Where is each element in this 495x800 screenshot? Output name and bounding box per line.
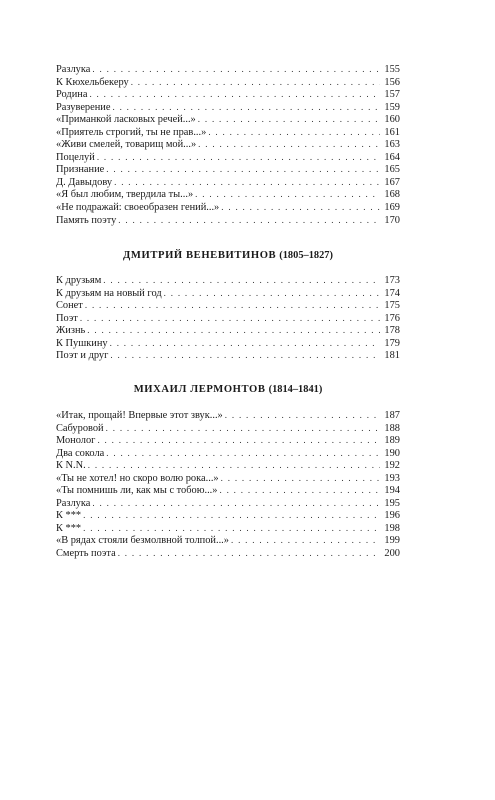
toc-entry-page-number: 175	[384, 300, 400, 312]
dot-leader	[195, 188, 380, 201]
toc-entry[interactable]	[56, 101, 400, 114]
toc-entry[interactable]	[56, 534, 400, 547]
dot-leader	[106, 422, 380, 435]
toc-entry-title: Память поэту	[56, 214, 117, 226]
toc-entry[interactable]	[56, 312, 400, 325]
toc-entry-title: Поэт	[56, 312, 78, 324]
toc-entry-page-number: 179	[384, 337, 400, 349]
dot-leader	[225, 409, 380, 422]
toc-entry[interactable]	[56, 324, 400, 337]
toc-entry-page-number: 157	[384, 89, 400, 101]
toc-entry[interactable]	[56, 274, 400, 287]
toc-entry-title: Жизнь	[56, 325, 86, 337]
toc-entry[interactable]	[56, 163, 400, 176]
toc-entry[interactable]	[56, 547, 400, 560]
toc-entry[interactable]	[56, 459, 400, 472]
toc-entry-page-number: 190	[384, 447, 400, 459]
author-name: МИХАИЛ ЛЕРМОНТОВ	[133, 384, 266, 395]
dot-leader	[219, 484, 380, 497]
toc-entry-page-number: 161	[384, 126, 400, 138]
toc-entry[interactable]	[56, 126, 400, 139]
dot-leader	[92, 63, 380, 76]
toc-entry-page-number: 163	[384, 139, 400, 151]
dot-leader	[118, 547, 380, 560]
toc-entry-title: «Приятель строгий, ты не прав...»	[56, 126, 207, 138]
toc-entry-page-number: 200	[384, 548, 400, 560]
toc-entry-page-number: 173	[384, 275, 400, 286]
dot-leader	[89, 88, 380, 101]
dot-leader	[114, 176, 380, 189]
dot-leader	[208, 126, 380, 139]
section-heading-lermontov	[56, 382, 400, 396]
toc-entry-title: Сонет	[56, 300, 83, 312]
dot-leader	[221, 201, 380, 214]
toc-entry-title: Два сокола	[56, 447, 105, 459]
dot-leader	[110, 337, 380, 350]
dot-leader	[80, 312, 380, 325]
toc-entry-title: К ***	[56, 510, 82, 522]
toc-entry-page-number: 174	[384, 287, 400, 299]
dot-leader	[103, 274, 380, 287]
toc-entry-title: Разуверение	[56, 101, 111, 113]
toc-entry[interactable]	[56, 472, 400, 485]
toc-entry-page-number: 169	[384, 202, 400, 214]
toc-entry-page-number: 196	[384, 510, 400, 522]
toc-entry[interactable]	[56, 63, 400, 76]
toc-entry-title: «Не подражай: своеобразен гений...»	[56, 202, 220, 214]
toc-entry-page-number: 164	[384, 151, 400, 163]
dot-leader	[106, 163, 380, 176]
toc-entry-title: Монолог	[56, 435, 96, 447]
toc-entry-title: Поцелуй	[56, 151, 95, 163]
toc-section-venevitinov	[56, 274, 400, 370]
toc-entry-title: Д. Давыдову	[56, 176, 113, 188]
dot-leader	[88, 459, 380, 472]
toc-entry[interactable]	[56, 176, 400, 189]
dot-leader	[198, 113, 380, 126]
toc-entry-title: Смерть поэта	[56, 548, 116, 560]
toc-entry-title: Родина	[56, 89, 88, 101]
toc-entry-page-number: 199	[384, 535, 400, 547]
toc-entry[interactable]	[56, 447, 400, 460]
toc-entry[interactable]	[56, 484, 400, 497]
toc-entry-page-number: 188	[384, 422, 400, 434]
toc-entry-title: Сабуровой	[56, 422, 104, 434]
dot-leader	[164, 287, 380, 300]
toc-entry-title: К Кюхельбекеру	[56, 76, 129, 88]
toc-entry-title: «Ты помнишь ли, как мы с тобою...»	[56, 485, 218, 497]
toc-entry-page-number: 167	[384, 176, 400, 188]
toc-entry-page-number: 181	[384, 350, 400, 362]
toc-entry[interactable]	[56, 337, 400, 350]
dot-leader	[85, 299, 380, 312]
toc-entry[interactable]	[56, 434, 400, 447]
dot-leader	[83, 522, 380, 535]
toc-entry-title: «Итак, прощай! Впервые этот звук...»	[56, 410, 223, 421]
dot-leader	[87, 324, 380, 337]
toc-entry-page-number: 168	[384, 189, 400, 201]
dot-leader	[83, 509, 380, 522]
toc-entry[interactable]	[56, 214, 400, 227]
toc-entry-title: Поэт и друг	[56, 350, 109, 362]
toc-entry-title: К Пушкину	[56, 337, 108, 349]
dot-leader	[97, 434, 380, 447]
toc-entry-page-number: 178	[384, 325, 400, 337]
toc-entry-title: «Приманкой ласковых речей...»	[56, 114, 196, 126]
toc-entry[interactable]	[56, 201, 400, 214]
toc-entry[interactable]	[56, 151, 400, 164]
toc-entry[interactable]	[56, 409, 400, 422]
toc-entry-title: К N.N.	[56, 460, 86, 472]
toc-entry-page-number: 187	[384, 410, 400, 421]
toc-entry[interactable]	[56, 188, 400, 201]
toc-entry-page-number: 165	[384, 164, 400, 176]
toc-entry[interactable]	[56, 509, 400, 522]
toc-entry[interactable]	[56, 422, 400, 435]
toc-entry-title: К друзьям	[56, 275, 102, 286]
toc-entry[interactable]	[56, 287, 400, 300]
author-name: ДМИТРИЙ ВЕНЕВИТИНОВ	[123, 250, 277, 261]
toc-entry[interactable]	[56, 522, 400, 535]
table-of-contents-page	[56, 63, 400, 560]
toc-entry-title: «Ты не хотел! но скоро волю рока...»	[56, 472, 219, 484]
toc-entry-page-number: 193	[384, 472, 400, 484]
toc-entry-page-number: 198	[384, 522, 400, 534]
section-heading-venevitinov	[56, 248, 400, 262]
toc-entry-page-number: 156	[384, 76, 400, 88]
toc-entry-title: «В рядах стояли безмолвной толпой...»	[56, 535, 229, 547]
toc-entry-page-number: 176	[384, 312, 400, 324]
toc-entry-page-number: 170	[384, 214, 400, 226]
toc-entry-title: «Живи смелей, товарищ мой...»	[56, 139, 197, 151]
toc-entry-page-number: 189	[384, 435, 400, 447]
toc-entry-page-number: 194	[384, 485, 400, 497]
toc-entry-page-number: 195	[384, 497, 400, 509]
dot-leader	[106, 447, 380, 460]
dot-leader	[97, 151, 380, 164]
toc-entry[interactable]	[56, 349, 400, 362]
author-years: (1805–1827)	[279, 250, 333, 261]
toc-section-continued	[56, 63, 400, 248]
toc-entry[interactable]	[56, 299, 400, 312]
toc-entry[interactable]	[56, 138, 400, 151]
toc-entry-title: К друзьям на новый год	[56, 287, 162, 299]
toc-entry[interactable]	[56, 76, 400, 89]
dot-leader	[221, 472, 380, 485]
toc-entry-title: Разлука	[56, 497, 91, 509]
toc-entry-page-number: 159	[384, 101, 400, 113]
toc-entry-title: К ***	[56, 522, 82, 534]
dot-leader	[131, 76, 380, 89]
toc-entry-title: Признание	[56, 164, 105, 176]
toc-entry[interactable]	[56, 497, 400, 510]
author-years: (1814–1841)	[268, 384, 323, 395]
dot-leader	[118, 214, 380, 227]
dot-leader	[231, 534, 380, 547]
dot-leader	[198, 138, 380, 151]
toc-entry-title: «Я был любим, твердила ты...»	[56, 189, 194, 201]
dot-leader	[110, 349, 380, 362]
toc-entry-page-number: 192	[384, 460, 400, 472]
toc-entry-page-number: 160	[384, 114, 400, 126]
toc-entry-page-number: 155	[384, 64, 400, 75]
dot-leader	[112, 101, 380, 114]
dot-leader	[92, 497, 380, 510]
toc-section-lermontov	[56, 409, 400, 560]
toc-entry[interactable]	[56, 113, 400, 126]
toc-entry[interactable]	[56, 88, 400, 101]
toc-entry-title: Разлука	[56, 64, 91, 75]
